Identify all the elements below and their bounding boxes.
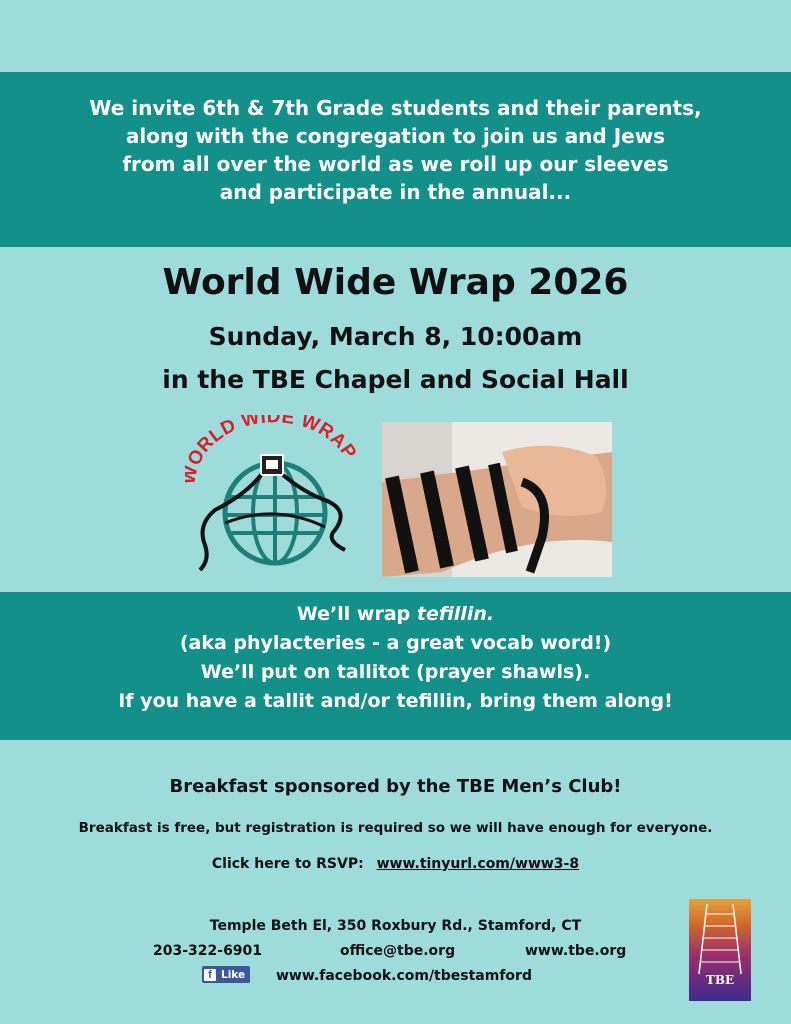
intro-banner xyxy=(0,72,791,247)
intro-line: and participate in the annual... xyxy=(219,180,572,204)
address: Temple Beth El, 350 Roxbury Rd., Stamford, CT xyxy=(209,918,582,934)
tefillin-banner xyxy=(0,592,791,740)
tefillin-line-text: We’ll wrap xyxy=(296,603,417,625)
arm-with-tefillin-image xyxy=(382,422,612,577)
breakfast-heading: Breakfast sponsored by the TBE Men’s Club! xyxy=(169,776,622,797)
tbe-logo xyxy=(689,899,751,1001)
world-wide-wrap-logo xyxy=(185,415,360,575)
breakfast-note: Breakfast is free, but registration is required so we will have enough for everyone. xyxy=(78,820,713,836)
facebook-link[interactable]: www.facebook.com/tbestamford xyxy=(276,968,532,984)
event-title: World Wide Wrap 2026 xyxy=(162,262,629,303)
logo-text: ORLD WIDE WRAP xyxy=(185,415,360,470)
tefillin-line: If you have a tallit and/or tefillin, bring them along! xyxy=(118,690,673,712)
email-link[interactable]: office@tbe.org xyxy=(340,943,456,959)
intro-line: from all over the world as we roll up our sleeves xyxy=(122,152,669,176)
tefillin-line: We’ll put on tallitot (prayer shawls). xyxy=(200,661,591,683)
phone-number: 203-322-6901 xyxy=(153,943,263,959)
facebook-like-button[interactable] xyxy=(202,966,250,983)
intro-line: along with the congregation to join us and Jews xyxy=(125,124,666,148)
tefillin-photo xyxy=(382,422,612,577)
event-location: in the TBE Chapel and Social Hall xyxy=(162,365,629,394)
tefillin-line: (aka phylacteries - a great vocab word!) xyxy=(179,632,612,654)
rsvp-link[interactable]: www.tinyurl.com/www3-8 xyxy=(376,856,580,872)
rsvp-line xyxy=(0,856,791,872)
tbe-logo-label: TBE xyxy=(705,973,735,987)
website-link[interactable]: www.tbe.org xyxy=(525,943,627,959)
event-date: Sunday, March 8, 10:00am xyxy=(208,322,583,351)
intro-line: We invite 6th & 7th Grade students and their parents, xyxy=(89,96,702,120)
facebook-icon: f xyxy=(204,969,216,981)
globe-tefillin-icon xyxy=(185,415,360,575)
like-label: Like xyxy=(221,968,246,981)
rsvp-label: Click here to RSVP: xyxy=(211,856,364,872)
tefillin-line xyxy=(0,600,791,629)
tefillin-emphasis: tefillin. xyxy=(416,603,495,625)
